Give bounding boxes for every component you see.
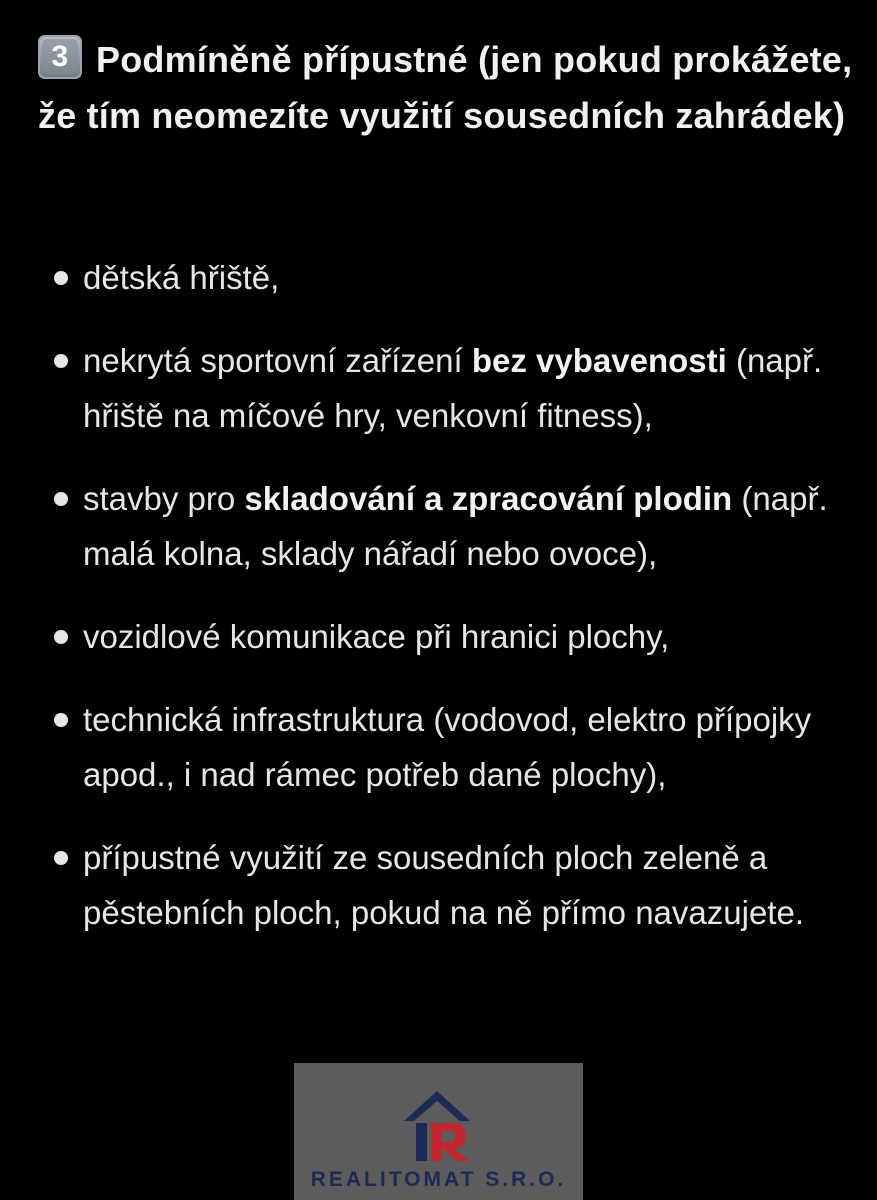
list-item <box>0 609 877 664</box>
bullet-icon <box>54 851 68 865</box>
list-item-text-after: (např. malá kolna, sklady nářadí nebo ovoce), <box>83 480 828 572</box>
list-item-text: technická infrastruktura (vodovod, elektro přípojky apod., i nad rámec potřeb dané plochy), <box>83 701 812 793</box>
conditional-uses-list <box>0 250 877 968</box>
list-item-text: přípustné využití ze sousedních ploch zeleně a pěstebních ploch, pokud na ně přímo navazujete. <box>83 839 804 931</box>
house-r-logo-icon <box>402 1087 472 1163</box>
section-heading <box>38 32 858 144</box>
list-item <box>0 333 877 443</box>
list-item-text: stavby pro <box>83 480 245 517</box>
watermark <box>294 1063 583 1200</box>
bullet-icon <box>54 492 68 506</box>
section-heading-text: Podmíněně přípustné (jen pokud prokážete, že tím neomezíte využití sousedních zahrádek) <box>38 39 853 136</box>
list-item-bold: bez vybavenosti <box>471 342 727 379</box>
bullet-icon <box>54 630 68 644</box>
bullet-icon <box>54 354 68 368</box>
keycap-three-icon <box>38 35 82 79</box>
watermark-text: REALITOMAT S.R.O. <box>310 1168 567 1191</box>
list-item-bold: skladování a zpracování plodin <box>244 480 733 517</box>
list-item-text: nekrytá sportovní zařízení <box>83 342 472 379</box>
list-item-text: dětská hřiště, <box>83 259 280 296</box>
list-item <box>0 692 877 802</box>
list-item <box>0 250 877 305</box>
bullet-icon <box>54 713 68 727</box>
list-item-text-after: (např. hřiště na míčové hry, venkovní fitness), <box>83 342 823 434</box>
list-item <box>0 471 877 581</box>
bullet-icon <box>54 271 68 285</box>
list-item-text: vozidlové komunikace při hranici plochy, <box>83 618 670 655</box>
keycap-digit: 3 <box>42 39 78 74</box>
list-item <box>0 830 877 940</box>
